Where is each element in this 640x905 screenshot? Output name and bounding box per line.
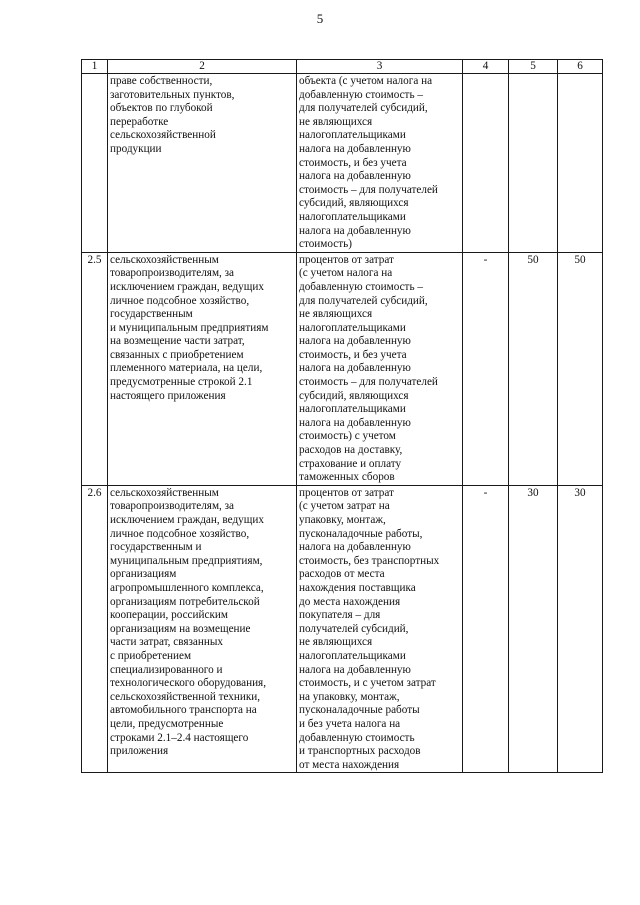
text-line: получателей субсидий, xyxy=(299,622,409,635)
text-line: процентов от затрат xyxy=(299,253,394,266)
recipient-description-cell xyxy=(108,485,297,772)
text-line: части затрат, связанных xyxy=(110,636,223,649)
text-line: государственным xyxy=(110,308,193,321)
row-number-cell: 2.6 xyxy=(82,485,108,772)
recipient-description-cell xyxy=(108,252,297,485)
text-line: расходов на доставку, xyxy=(299,444,403,457)
text-line: организациям потребительской xyxy=(110,595,260,608)
table-row xyxy=(82,485,603,772)
page-number: 5 xyxy=(316,11,324,26)
text-line: таможенных сборов xyxy=(299,471,395,484)
text-line: не являющихся xyxy=(299,636,373,649)
column-4-value-cell xyxy=(463,74,509,253)
text-line: на возмещение части затрат, xyxy=(110,335,245,348)
text-line: организациям на возмещение xyxy=(110,622,251,635)
text-line: (с учетом затрат на xyxy=(299,500,390,513)
column-4-value-cell: - xyxy=(463,485,509,772)
text-line: специализированного и xyxy=(110,663,223,676)
text-line: строками 2.1–2.4 настоящего xyxy=(110,731,249,744)
text-line: пусконаладочные работы xyxy=(299,704,420,717)
text-line: для получателей субсидий, xyxy=(299,294,428,307)
text-line: и без учета налога на xyxy=(299,717,401,730)
text-line: муниципальным предприятиям, xyxy=(110,554,263,567)
text-line: налога на добавленную xyxy=(299,416,411,429)
text-line: и муниципальным предприятиям xyxy=(110,321,269,334)
text-line: налога на добавленную xyxy=(299,170,411,183)
table-row xyxy=(82,74,603,253)
text-line: налога на добавленную xyxy=(299,142,411,155)
column-header-5: 5 xyxy=(509,60,558,74)
column-header-2: 2 xyxy=(108,60,297,74)
text-line: налогоплательщиками xyxy=(299,210,406,223)
text-line: процентов от затрат xyxy=(299,486,394,499)
text-line: стоимость – для получателей xyxy=(299,376,438,389)
text-line: предусмотренные строкой 2.1 xyxy=(110,376,253,389)
column-6-value-cell: 30 xyxy=(558,485,603,772)
text-line: заготовительных пунктов, xyxy=(110,88,235,101)
text-line: страхование и оплату xyxy=(299,457,402,470)
text-line: объектов по глубокой xyxy=(110,102,213,115)
text-line: добавленную стоимость xyxy=(299,731,415,744)
text-line: и транспортных расходов xyxy=(299,745,421,758)
rate-basis-cell xyxy=(297,74,463,253)
text-line: не являющихся xyxy=(299,308,373,321)
table-body xyxy=(82,74,603,773)
text-line: упаковку, монтаж, xyxy=(299,514,386,526)
column-header-6: 6 xyxy=(558,60,603,74)
row-number-cell xyxy=(82,74,108,253)
text-line: сельскохозяйственной xyxy=(110,129,216,142)
text-line: добавленную стоимость – xyxy=(299,280,423,293)
text-line: налогоплательщиками xyxy=(299,649,406,662)
text-line: личное подсобное хозяйство, xyxy=(110,527,250,540)
text-line: приложения xyxy=(110,745,169,758)
text-line: до места нахождения xyxy=(299,595,401,608)
rate-basis-cell xyxy=(297,485,463,772)
text-line: стоимость) с учетом xyxy=(299,430,396,443)
text-line: не являющихся xyxy=(299,115,373,128)
text-line: праве собственности, xyxy=(110,75,213,87)
text-line: товаропроизводителям, за xyxy=(110,267,235,280)
text-line: с приобретением xyxy=(110,649,192,662)
text-line: автомобильного транспорта на xyxy=(110,704,257,717)
text-line: пусконаладочные работы, xyxy=(299,527,423,540)
column-header-1: 1 xyxy=(82,60,108,74)
column-header-4: 4 xyxy=(463,60,509,74)
text-line: племенного материала, на цели, xyxy=(110,362,263,375)
text-line: налога на добавленную xyxy=(299,362,411,375)
text-line: технологического оборудования, xyxy=(110,677,267,690)
column-4-value-cell: - xyxy=(463,252,509,485)
text-line: исключением граждан, ведущих xyxy=(110,280,264,293)
text-line: организациям xyxy=(110,568,177,581)
text-line: сельскохозяйственным xyxy=(110,486,219,499)
text-line: стоимость, и без учета xyxy=(299,156,407,169)
text-line: налогоплательщиками xyxy=(299,129,406,142)
table-header-row xyxy=(82,60,603,74)
column-6-value-cell: 50 xyxy=(558,252,603,485)
text-line: кооперации, российским xyxy=(110,609,228,622)
text-line: цели, предусмотренные xyxy=(110,717,224,730)
column-5-value-cell xyxy=(509,74,558,253)
text-line: настоящего приложения xyxy=(110,389,226,402)
row-number-cell: 2.5 xyxy=(82,252,108,485)
table-row xyxy=(82,252,603,485)
text-line: стоимость) xyxy=(299,238,352,251)
subsidy-table xyxy=(81,59,603,773)
text-line: стоимость, и без учета xyxy=(299,348,407,361)
text-line: добавленную стоимость – xyxy=(299,88,423,101)
text-line: сельскохозяйственным xyxy=(110,253,219,266)
text-line: налога на добавленную xyxy=(299,224,411,237)
text-line: налогоплательщиками xyxy=(299,321,406,334)
text-line: сельскохозяйственной техники, xyxy=(110,690,261,703)
text-line: на упаковку, монтаж, xyxy=(299,690,400,703)
text-line: связанных с приобретением xyxy=(110,348,244,361)
text-line: личное подсобное хозяйство, xyxy=(110,294,250,307)
text-line: переработке xyxy=(110,115,169,128)
text-line: субсидий, являющихся xyxy=(299,389,409,402)
text-line: налога на добавленную xyxy=(299,541,411,554)
rate-basis-cell xyxy=(297,252,463,485)
text-line: налогоплательщиками xyxy=(299,403,406,416)
text-line: налога на добавленную xyxy=(299,663,411,676)
text-line: покупателя – для xyxy=(299,609,381,622)
text-line: товаропроизводителям, за xyxy=(110,500,235,513)
text-line: субсидий, являющихся xyxy=(299,197,409,210)
text-line: нахождения поставщика xyxy=(299,581,416,594)
column-5-value-cell: 30 xyxy=(509,485,558,772)
text-line: стоимость, без транспортных xyxy=(299,554,440,567)
column-6-value-cell xyxy=(558,74,603,253)
text-line: для получателей субсидий, xyxy=(299,102,428,115)
table-header xyxy=(82,60,603,74)
text-line: от места нахождения xyxy=(299,758,400,771)
text-line: стоимость – для получателей xyxy=(299,183,438,196)
column-5-value-cell: 50 xyxy=(509,252,558,485)
text-line: объекта (с учетом налога на xyxy=(299,75,433,87)
text-line: агропромышленного комплекса, xyxy=(110,581,264,594)
text-line: продукции xyxy=(110,142,162,155)
text-line: расходов от места xyxy=(299,568,385,581)
column-header-3: 3 xyxy=(297,60,463,74)
text-line: налога на добавленную xyxy=(299,335,411,348)
text-line: государственным и xyxy=(110,541,202,554)
text-line: (с учетом налога на xyxy=(299,267,393,280)
text-line: стоимость, и с учетом затрат xyxy=(299,677,436,690)
recipient-description-cell xyxy=(108,74,297,253)
text-line: исключением граждан, ведущих xyxy=(110,514,264,526)
